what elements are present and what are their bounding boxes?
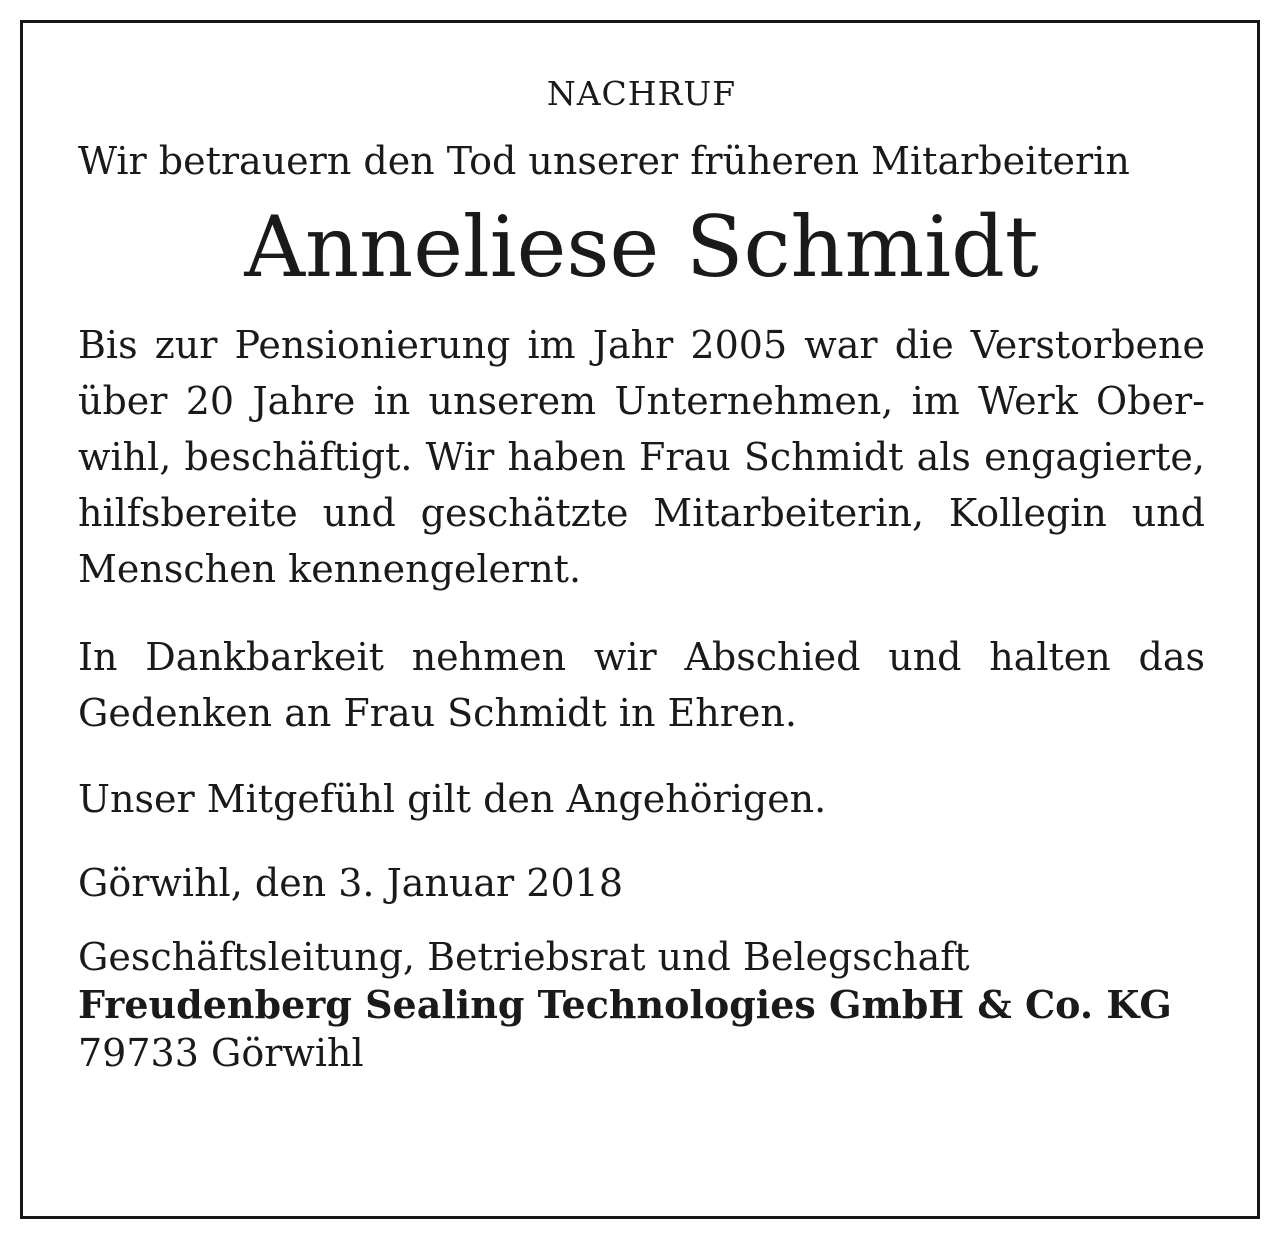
obituary-frame — [20, 20, 1260, 1219]
paragraph-condolence: Unser Mitgefühl gilt den Angehörigen. — [78, 777, 827, 821]
notice-heading: NACHRUF — [546, 74, 737, 113]
signature-address: 79733 Görwihl — [78, 1031, 364, 1075]
obituary-content — [78, 73, 1205, 1077]
notice-intro: Wir betrauern den Tod unserer früheren Mitarbeiterin — [78, 139, 1130, 183]
deceased-name: Anneliese Schmidt — [244, 198, 1039, 296]
place-date: Görwihl, den 3. Januar 2018 — [78, 861, 624, 905]
paragraph-farewell: In Dankbarkeit nehmen wir Abschied und halten das Gedenken an Frau Schmidt in Ehren. — [78, 635, 1205, 735]
signature-group: Geschäftsleitung, Betriebsrat und Belegschaft — [78, 935, 970, 979]
signature-company: Freudenberg Sealing Technologies GmbH & Co. KG — [78, 982, 1172, 1027]
signature-block — [78, 933, 1205, 1077]
paragraph-career: Bis zur Pensionierung im Jahr 2005 war die Verstorbene über 20 Jahre in unserem Unternehmen, im Werk Oberwihl, beschäftigt. Wir haben Frau Schmidt als engagierte, hilfsbereite und geschätzte Mitarbeiterin, Kollegin und Menschen kennengelernt. — [78, 323, 1205, 591]
